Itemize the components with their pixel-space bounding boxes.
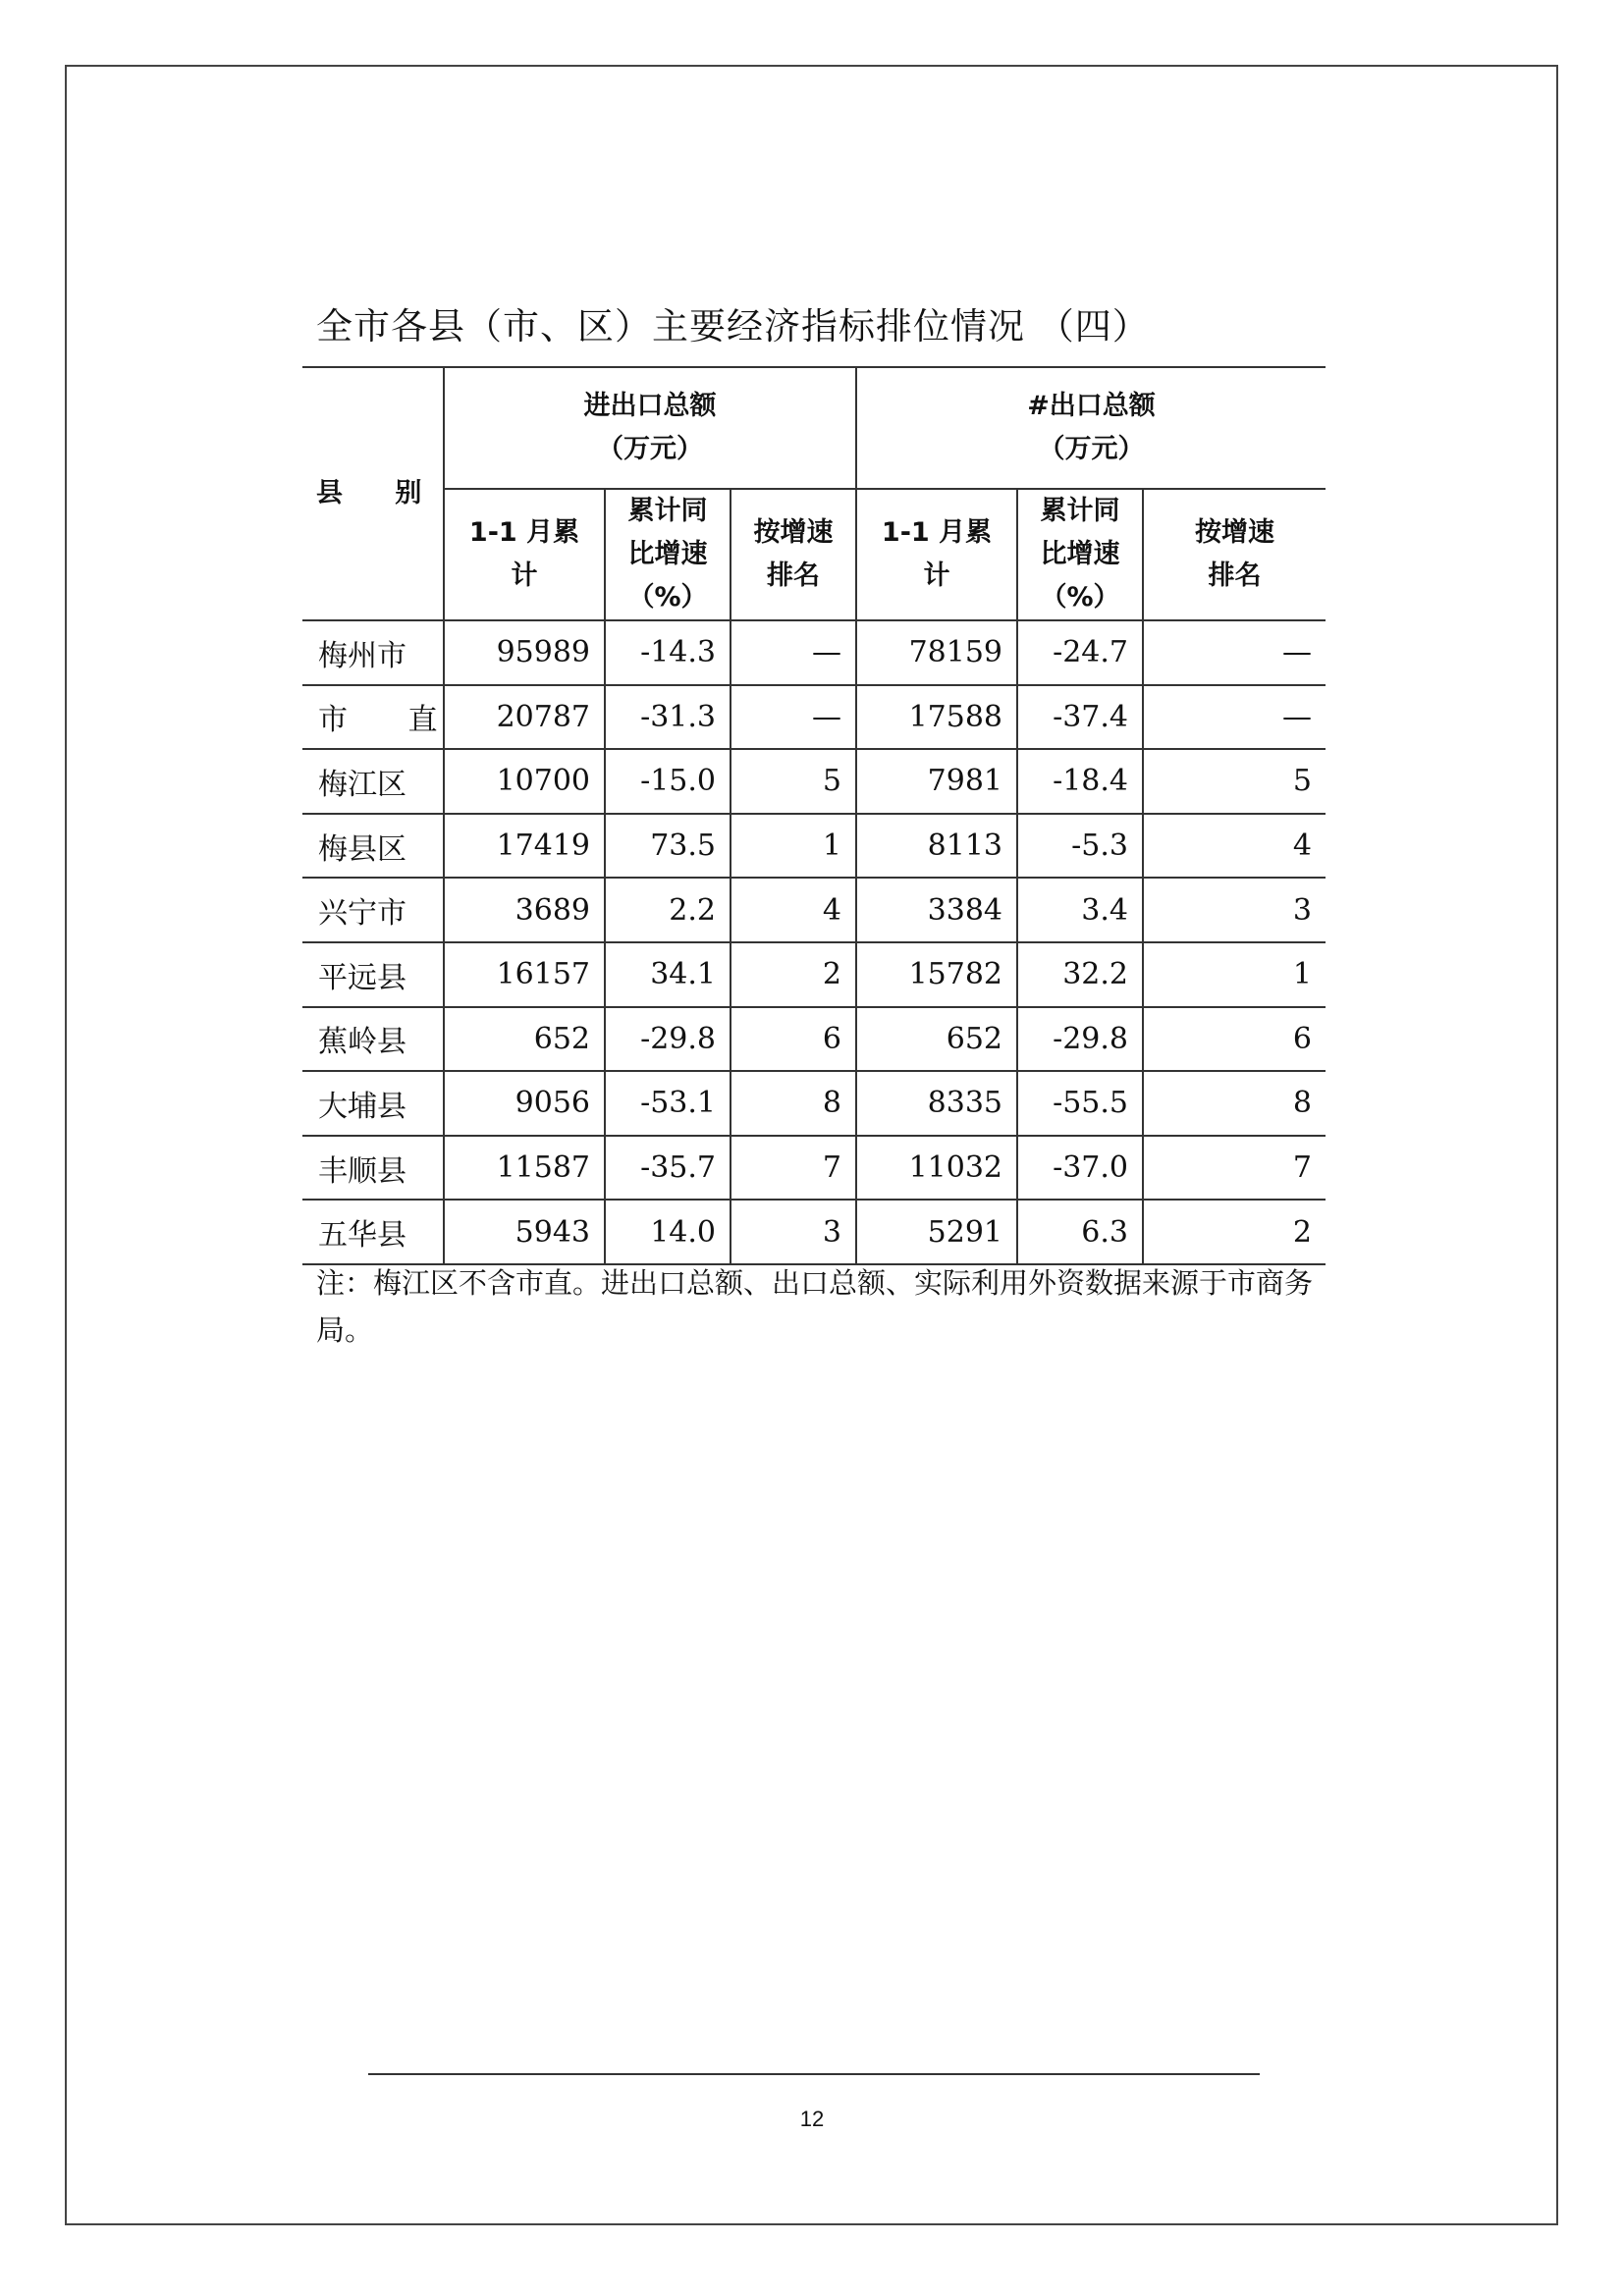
export-rank: — (1143, 685, 1326, 750)
export-rank: 8 (1143, 1071, 1326, 1136)
county-name: 梅州市 (302, 620, 444, 685)
import-export-rank: 2 (731, 942, 856, 1007)
export-rank: 2 (1143, 1200, 1326, 1264)
county-name: 梅江区 (302, 749, 444, 814)
import-export-growth: 14.0 (605, 1200, 731, 1264)
export-cumulative: 15782 (856, 942, 1017, 1007)
import-export-cumulative: 9056 (444, 1071, 605, 1136)
export-cumulative: 8113 (856, 814, 1017, 879)
import-export-total-label: 进出口总额 (583, 391, 717, 421)
import-export-total-unit: （万元） (597, 434, 703, 464)
export-growth: -5.3 (1017, 814, 1143, 879)
table-row (302, 1136, 1326, 1201)
county-name: 丰顺县 (302, 1136, 444, 1201)
import-export-cumulative: 20787 (444, 685, 605, 750)
export-growth: 32.2 (1017, 942, 1143, 1007)
import-export-cumulative: 16157 (444, 942, 605, 1007)
export-total-header (856, 367, 1326, 489)
county-header: 县 别 (302, 367, 444, 620)
export-cumulative: 3384 (856, 878, 1017, 942)
import-export-growth: -15.0 (605, 749, 731, 814)
header-group-row (302, 367, 1326, 489)
yoy-growth-header-2: 累计同 比增速 （%） (1017, 489, 1143, 620)
import-export-rank: 6 (731, 1007, 856, 1072)
export-rank: 1 (1143, 942, 1326, 1007)
county-name: 蕉岭县 (302, 1007, 444, 1072)
export-rank: 5 (1143, 749, 1326, 814)
import-export-growth: -31.3 (605, 685, 731, 750)
export-cumulative: 78159 (856, 620, 1017, 685)
export-growth: -29.8 (1017, 1007, 1143, 1072)
import-export-rank: 5 (731, 749, 856, 814)
import-export-cumulative: 95989 (444, 620, 605, 685)
import-export-rank: — (731, 685, 856, 750)
import-export-cumulative: 17419 (444, 814, 605, 879)
table-row (302, 1007, 1326, 1072)
county-name: 市 直 (302, 685, 444, 750)
import-export-cumulative: 652 (444, 1007, 605, 1072)
cumulative-header-1: 1-1 月累 计 (444, 489, 605, 620)
county-name: 平远县 (302, 942, 444, 1007)
export-total-label: #出口总额 (1027, 391, 1156, 421)
import-export-rank: 8 (731, 1071, 856, 1136)
footer-divider (368, 2073, 1260, 2075)
table-row (302, 685, 1326, 750)
export-growth: -24.7 (1017, 620, 1143, 685)
export-rank: — (1143, 620, 1326, 685)
export-cumulative: 5291 (856, 1200, 1017, 1264)
export-rank: 7 (1143, 1136, 1326, 1201)
table-row (302, 749, 1326, 814)
export-cumulative: 652 (856, 1007, 1017, 1072)
page-number: 12 (799, 2107, 825, 2131)
import-export-growth: -53.1 (605, 1071, 731, 1136)
import-export-cumulative: 3689 (444, 878, 605, 942)
import-export-cumulative: 10700 (444, 749, 605, 814)
export-growth: -37.4 (1017, 685, 1143, 750)
export-growth: -55.5 (1017, 1071, 1143, 1136)
county-name: 大埔县 (302, 1071, 444, 1136)
export-rank: 4 (1143, 814, 1326, 879)
import-export-rank: 7 (731, 1136, 856, 1201)
import-export-growth: -35.7 (605, 1136, 731, 1201)
cumulative-header-2: 1-1 月累 计 (856, 489, 1017, 620)
export-cumulative: 7981 (856, 749, 1017, 814)
export-cumulative: 11032 (856, 1136, 1017, 1201)
import-export-growth: 2.2 (605, 878, 731, 942)
export-growth: 6.3 (1017, 1200, 1143, 1264)
rank-header-1: 按增速 排名 (731, 489, 856, 620)
table-row (302, 1071, 1326, 1136)
import-export-total-header (444, 367, 856, 489)
table-row (302, 878, 1326, 942)
county-name: 五华县 (302, 1200, 444, 1264)
county-name: 兴宁市 (302, 878, 444, 942)
export-cumulative: 17588 (856, 685, 1017, 750)
export-growth: -37.0 (1017, 1136, 1143, 1201)
table-row (302, 942, 1326, 1007)
indicator-table (302, 366, 1326, 1265)
import-export-growth: -29.8 (605, 1007, 731, 1072)
import-export-cumulative: 11587 (444, 1136, 605, 1201)
import-export-rank: — (731, 620, 856, 685)
import-export-rank: 1 (731, 814, 856, 879)
export-cumulative: 8335 (856, 1071, 1017, 1136)
table-row (302, 620, 1326, 685)
yoy-growth-header-1: 累计同 比增速 （%） (605, 489, 731, 620)
header-sub-row (302, 489, 1326, 620)
table-row (302, 1200, 1326, 1264)
page-title: 全市各县（市、区）主要经济指标排位情况 （四） (316, 305, 1150, 347)
export-rank: 3 (1143, 878, 1326, 942)
table-row (302, 814, 1326, 879)
import-export-growth: -14.3 (605, 620, 731, 685)
export-growth: 3.4 (1017, 878, 1143, 942)
county-name: 梅县区 (302, 814, 444, 879)
table-note: 注：梅江区不含市直。进出口总额、出口总额、实际利用外资数据来源于市商务局。 (316, 1266, 1314, 1347)
rank-header-2: 按增速 排名 (1195, 517, 1274, 591)
export-rank: 6 (1143, 1007, 1326, 1072)
export-total-unit: （万元） (1038, 434, 1145, 464)
import-export-rank: 3 (731, 1200, 856, 1264)
import-export-rank: 4 (731, 878, 856, 942)
export-growth: -18.4 (1017, 749, 1143, 814)
import-export-cumulative: 5943 (444, 1200, 605, 1264)
import-export-growth: 34.1 (605, 942, 731, 1007)
import-export-growth: 73.5 (605, 814, 731, 879)
